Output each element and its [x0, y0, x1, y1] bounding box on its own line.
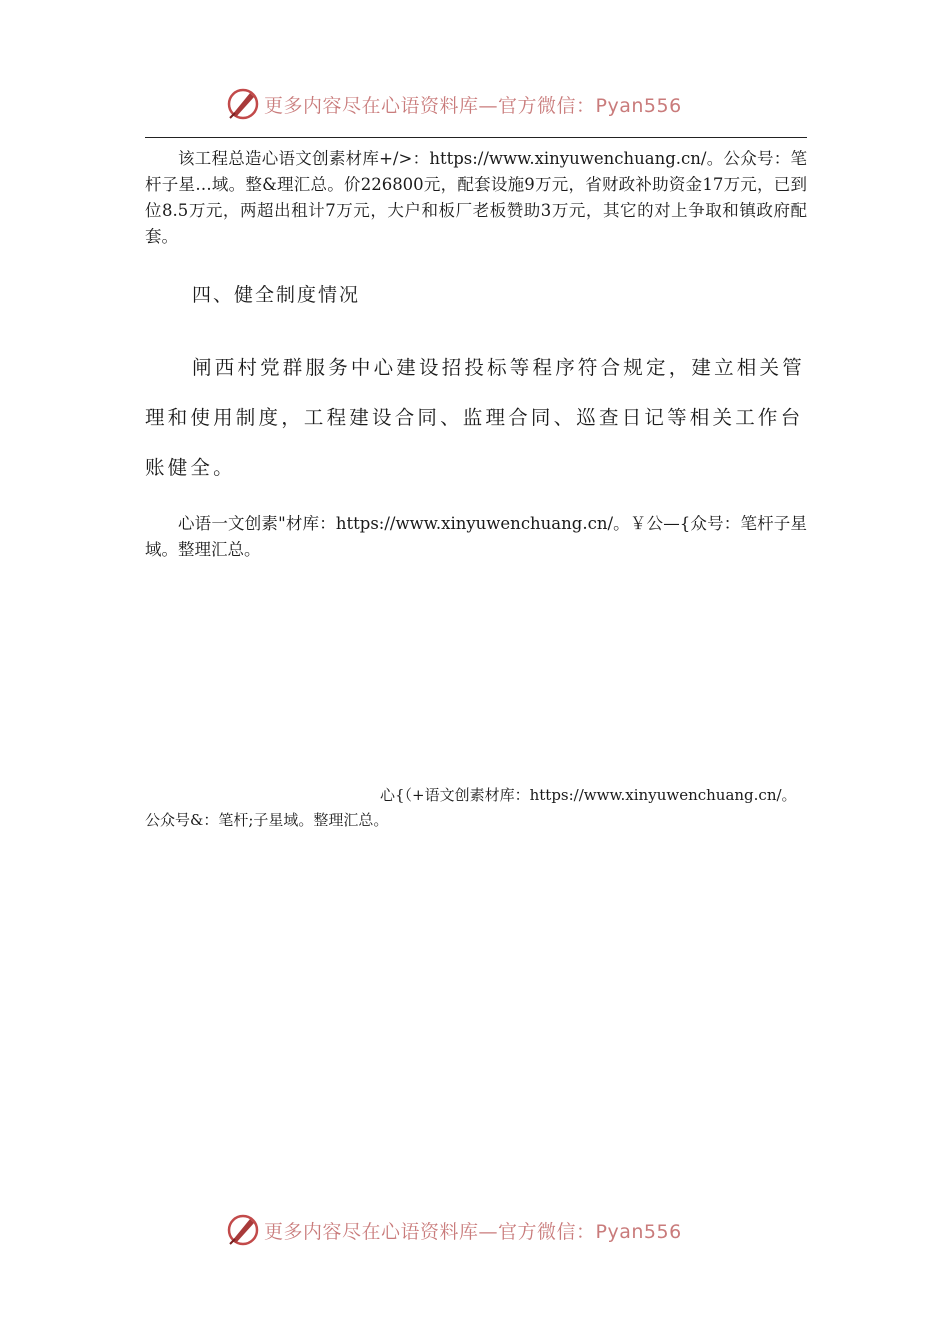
wechat-id: Pyan556: [595, 1220, 682, 1243]
paragraph-watermark-note-2: 心{（+语文创素材库：https://www.xinyuwenchuang.cn/。公众号&：笔杆;子星域。整理汇总。: [145, 786, 797, 829]
header-banner-text: 更多内容尽在心语资料库—官方微信：Pyan556: [264, 94, 682, 117]
footer-banner-text: 更多内容尽在心语资料库—官方微信：Pyan556: [264, 1220, 682, 1243]
section-heading: 四、健全制度情况: [192, 284, 361, 306]
quill-logo-icon: [226, 87, 260, 121]
footer-banner: [226, 1210, 726, 1250]
quill-logo-icon: [226, 1213, 260, 1247]
wechat-id: Pyan556: [595, 94, 682, 117]
header-divider: [145, 137, 807, 138]
paragraph-watermark-note: 心语一文创素"材库：https://www.xinyuwenchuang.cn/。￥公—{众号：笔杆子星域。整理汇总。: [145, 514, 807, 559]
header-banner: [226, 84, 726, 124]
paragraph-system: 闸西村党群服务中心建设招投标等程序符合规定，建立相关管理和使用制度，工程建设合同、监理合同、巡查日记等相关工作台账健全。: [145, 356, 805, 479]
paragraph-funding: 该工程总造心语文创素材库+/>：https://www.xinyuwenchuang.cn/。公众号：笔杆子星…域。整&理汇总。价226800元，配套设施9万元，省财政补助资金17万元，已到位8.5万元，两超出租计7万元，大户和板厂老板赞助3万元，其它的对上争取和镇政府配套。: [145, 149, 807, 246]
